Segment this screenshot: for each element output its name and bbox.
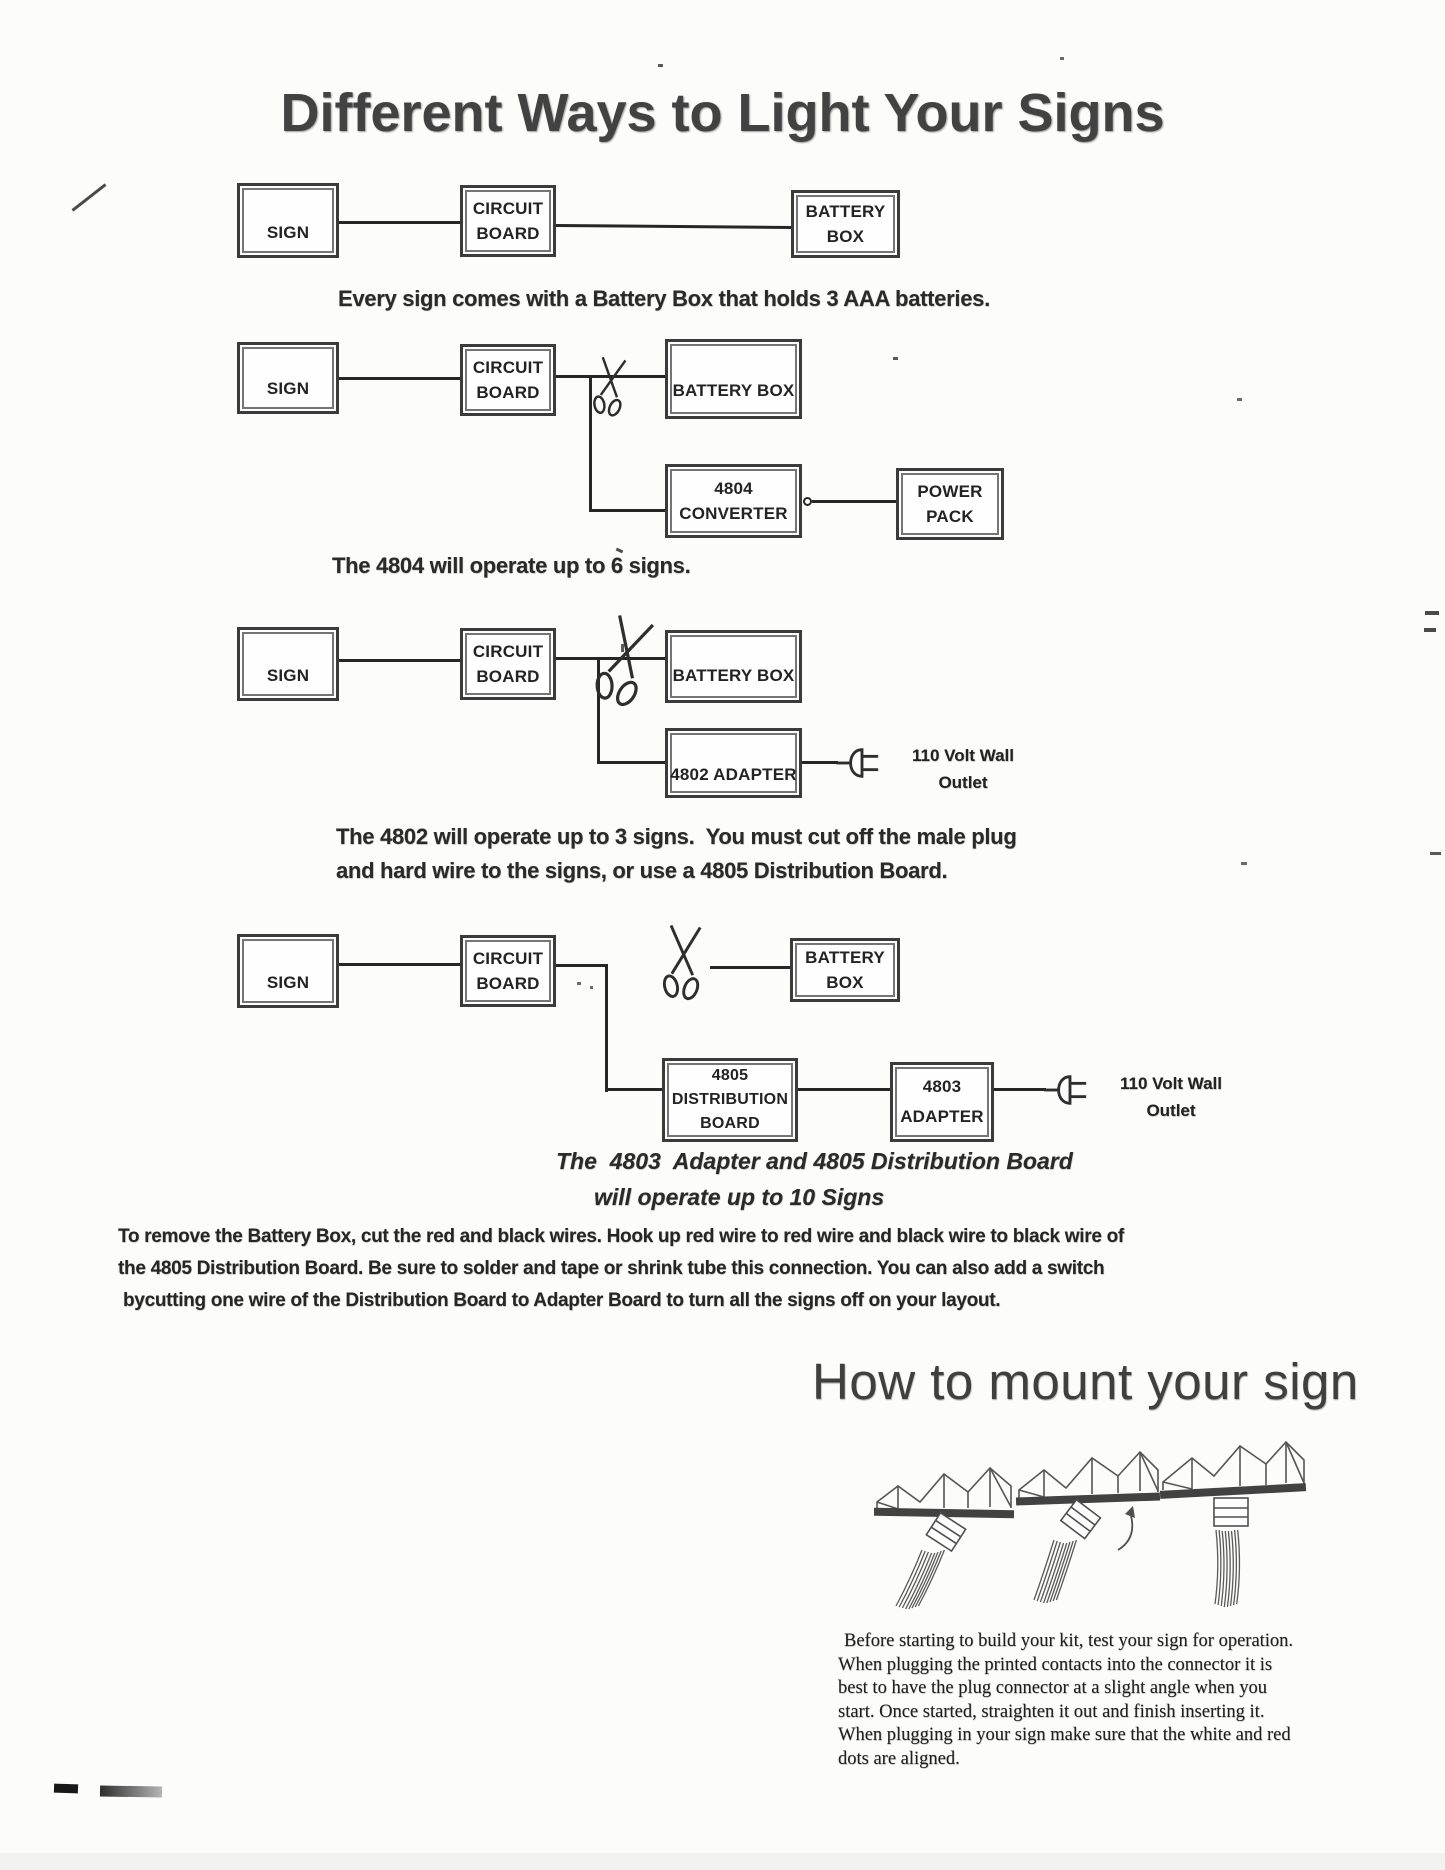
mount-instruction-line: start. Once started, straighten it out and finish inserting it. [838,1701,1265,1722]
rotate-arrow-head [1125,1506,1135,1518]
page-title: Different Ways to Light Your Signs [280,83,1165,143]
converter-4804-box [665,464,802,538]
sign-label: SIGN [266,666,310,685]
battery-box-label: BATTERY [805,948,885,967]
mount-instruction-line: dots are aligned. [838,1748,960,1769]
wire-connector [803,497,812,506]
battery-box-label: BATTERY BOX [672,666,795,685]
scan-speck [590,986,593,989]
circuit-board-box [460,185,556,257]
notes-line: the 4805 Distribution Board. Be sure to solder and tape or shrink tube this connection. You can also add a switch [118,1258,1105,1279]
battery-box-label: BATTERY BOX [672,381,795,400]
mount-heading: How to mount your sign [812,1353,1359,1410]
converter-label: 4804 [714,479,753,498]
scan-speck [1060,57,1064,60]
circuit-board-label: BOARD [476,383,540,402]
page-edge-mark [1424,628,1436,632]
scan-speck [1237,398,1242,401]
circuit-board-box [460,935,556,1007]
caption-4803-line2: will operate up to 10 Signs [594,1184,885,1210]
battery-box-label: BATTERY [805,202,886,221]
circuit-board-label: CIRCUIT [472,199,544,218]
sign-box [237,183,339,258]
sign-label: SIGN [266,223,310,242]
wall-outlet-line: Outlet [938,773,988,792]
circuit-board-box [460,628,556,700]
adapter-label: 4802 ADAPTER [670,765,797,784]
sign-label: SIGN [266,379,310,398]
ink-smudge [100,1785,162,1797]
plug-icon [1044,1071,1096,1109]
caption-4802-line2: and hard wire to the signs, or use a 4805 Distribution Board. [336,858,948,883]
circuit-board-label: BOARD [476,667,540,686]
sign-mount-step2-illustration [1014,1448,1164,1613]
wire [339,221,460,224]
wire [597,761,665,764]
mount-instructions [838,1630,1378,1771]
wire [339,659,460,662]
wire [589,509,667,512]
scan-speck [893,357,898,360]
wall-outlet-line: 110 Volt Wall [1119,1074,1223,1093]
wall-outlet-label [1096,1070,1246,1124]
wire [556,224,791,229]
battery-box-label: BOX [826,227,865,246]
circuit-board-box [460,344,556,416]
battery-box [790,938,900,1002]
rotate-arrow [1118,1512,1132,1550]
scan-speck [1241,862,1247,865]
sign-label: SIGN [266,973,310,992]
page-edge-mark [1425,611,1439,615]
battery-box-label: BOX [826,973,864,992]
adapter-4802-box [665,728,802,798]
wall-outlet-label [888,742,1038,796]
wire [339,963,460,966]
circuit-board-label: BOARD [476,974,540,993]
adapter-label: 4803 [922,1077,962,1096]
distribution-board-label: 4805 [711,1067,749,1084]
distribution-board-label: BOARD [700,1115,760,1132]
power-pack-label: POWER [917,482,983,501]
sign-mount-step1-illustration [872,1462,1017,1612]
adapter-label: ADAPTER [900,1107,984,1126]
circuit-board-label: BOARD [476,224,540,243]
notes-line: To remove the Battery Box, cut the red and black wires. Hook up red wire to red wire and black wire to black wire of [118,1226,1124,1247]
wire [802,761,838,764]
power-pack-box [896,468,1004,540]
scan-edge-shadow [0,1853,1445,1870]
scan-speck [577,982,581,985]
scan-speck [621,644,624,652]
battery-box [791,190,900,258]
wire [605,1088,663,1091]
battery-box [665,630,802,703]
wire [710,966,790,969]
sign-box [237,342,339,414]
wall-outlet-line: Outlet [1146,1101,1196,1120]
plug-icon [836,744,888,782]
sign-box [237,627,339,701]
adapter-4803-box [890,1062,994,1142]
wire [812,500,896,503]
distribution-board-label: DISTRIBUTION [671,1091,789,1108]
page-edge-mark [1430,852,1441,855]
wire [798,1088,890,1091]
converter-label: CONVERTER [679,504,788,523]
power-pack-label: PACK [926,507,974,526]
pen-stroke-artifact [72,183,107,211]
wire [605,964,608,1092]
scissors-icon [588,354,633,422]
sign-box [237,934,339,1008]
wire [339,377,460,380]
caption-4804: The 4804 will operate up to 6 signs. [332,553,691,578]
battery-box [665,339,802,419]
notes-line: bycutting one wire of the Distribution Board to Adapter Board to turn all the signs off on your layout. [123,1290,1001,1311]
mount-instruction-line: When plugging in your sign make sure that the white and red [838,1725,1291,1745]
scan-speck [658,64,663,67]
circuit-board-label: CIRCUIT [472,642,544,661]
ink-smudge [54,1784,78,1794]
mount-instruction-line: Before starting to build your kit, test your sign for operation. [844,1631,1294,1651]
circuit-board-label: CIRCUIT [472,949,544,968]
distribution-board-4805-box [662,1058,798,1142]
mount-instruction-line: When plugging the printed contacts into the connector it is [838,1654,1273,1675]
wire [556,964,608,967]
scissors-icon [584,610,664,716]
wall-outlet-line: 110 Volt Wall [911,746,1015,765]
caption-4802-line1: The 4802 will operate up to 3 signs. You must cut off the male plug [336,824,1017,849]
sign-mount-step3-illustration [1158,1438,1310,1610]
circuit-board-label: CIRCUIT [472,358,544,377]
caption-battery: Every sign comes with a Battery Box that holds 3 AAA batteries. [338,286,990,311]
mount-instruction-line: best to have the plug connector at a slight angle when you [838,1678,1267,1698]
caption-4803-line1: The 4803 Adapter and 4805 Distribution Board [556,1148,1073,1174]
scissors-icon [657,922,708,1005]
wire [994,1088,1046,1091]
